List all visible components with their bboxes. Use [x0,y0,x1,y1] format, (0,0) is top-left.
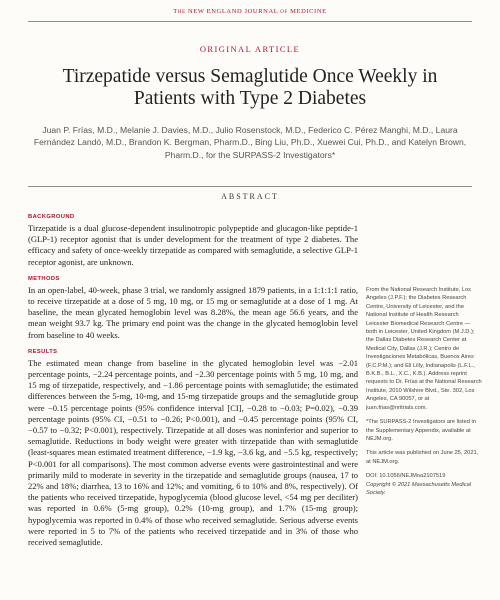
abstract-section-results [28,348,358,548]
masthead-divider [28,21,472,22]
section-label: ORIGINAL ARTICLE [199,44,301,54]
section-heading: RESULTS [28,348,58,355]
abstract-divider [28,186,472,187]
abstract-body [28,213,358,555]
abstract-section-background [28,213,358,268]
section-text: The estimated mean change from baseline in the glycated hemoglobin level was −2.01 percentage points, −2.24 percentage points, and −2.30 percentage points with 5 mg, 10 mg, and 15 mg of tirzepatide, respectively, and −1.86 percentage points with semaglutide; the estimated differences between the 5-mg, 10-mg, and 15-mg tirzepatide groups and the semaglutide group were −0.15 percentage points (95% confidence interval [CI], −0.28 to −0.03; P=0.02), −0.39 percentage points (95% CI, −0.51 to −0.26; P<0.001), and −0.45 percentage points (95% CI, −0.57 to −0.32; P<0.001), respectively. Tirzepatide at all doses was noninferior and superior to semaglutide. Reductions in body weight were greater with tirzepatide than with semaglutide (least-squares mean estimated treatment difference, −1.9 kg, −3.6 kg, and −5.5 kg, respectively; P<0.001 for all comparisons). The most common adverse events were gastrointestinal and were primarily mild to moderate in severity in the tirzepatide and semaglutide groups (nausea, 17 to 22% and 18%; diarrhea, 13 to 16% and 12%; and vomiting, 6 to 10% and 8%, respectively). Of the patients who received tirzepatide, hypoglycemia (blood glucose level, <54 mg per deciliter) was reported in 0.6% (5-mg group), 0.2% (10-mg group), and 1.7% (15-mg group); hypoglycemia was reported in 0.4% of those who received semaglutide. Serious adverse events were reported in 5 to 7% of the patients who received tirzepatide and in 3% of those who received semaglutide. [28,357,358,548]
affiliations-note: From the National Research Institute, Los Angeles (J.P.F.); the Diabetes Research Centre, University of Leicester, and the National Institute of Health Research Leicester Biomedical Research Centre — both in Leicester, United Kingdom (M.J.D.); the Dallas Diabetes Research Center at Medical City, Dallas (J.R.); Centro de Investigaciones Metabólicas, Buenos Aires (F.C.P.M.); and Eli Lilly, Indianapolis (L.F.L., B.K.B., B.L., X.C., K.B.). Address reprint requests to Dr. Frías at the National Research Institute, 2010 Wilshire Blvd., Ste. 302, Los Angeles, CA 90057, or at juan.frias@nritrials.com. [366,287,482,411]
section-heading: BACKGROUND [28,214,75,220]
copyright-note: Copyright © 2021 Massachusetts Medical Society. [366,481,472,496]
abstract-section-methods [28,275,358,341]
abstract-label: ABSTRACT [221,192,279,201]
sidebar-notes [366,286,482,497]
section-heading: METHODS [28,275,60,282]
article-title: Tirzepatide versus Semaglutide Once Weekly in Patients with Type 2 Diabetes [62,66,438,109]
author-list: Juan P. Frías, M.D., Melanie J. Davies, M.D., Julio Rosenstock, M.D., Federico C. Pérez Manghi, M.D., Laura Fernández Landó, M.D., Brandon K. Bergman, Pharm.D., Bing Liu, Ph.D., Xuewei Cui, Ph.D., and Katelyn Brown, Pharm.D., for the SURPASS-2 Investigators* [33,125,467,160]
publication-note: This article was published on June 25, 2021, at NEJM.org. [366,450,479,465]
section-text: Tirzepatide is a dual glucose-dependent insulinotropic polypeptide and glucagon-like peptide-1 (GLP-1) receptor agonist that is under development for the treatment of type 2 diabetes. The efficacy and safety of once-weekly tirzepatide as compared with semaglutide, a selective GLP-1 receptor agonist, are unknown. [28,223,358,267]
investigators-note: *The SURPASS-2 Investigators are listed in the Supplementary Appendix, available at NEJM.org. [366,419,476,442]
doi-link[interactable]: DOI: 10.1056/NEJMoa2107519 [366,473,446,480]
journal-masthead: The NEW ENGLAND JOURNAL of MEDICINE [173,8,327,15]
section-text: In an open-label, 40-week, phase 3 trial, we randomly assigned 1879 patients, in a 1:1:1:1 ratio, to receive tirzepatide at a dose of 5 mg, 10 mg, or 15 mg or semaglutide at a dose of 1 mg. At baseline, the mean glycated hemoglobin level was 8.28%, the mean age 56.6 years, and the mean weight 93.7 kg. The primary end point was the change in the glycated hemoglobin level from baseline to 40 weeks. [28,284,358,340]
